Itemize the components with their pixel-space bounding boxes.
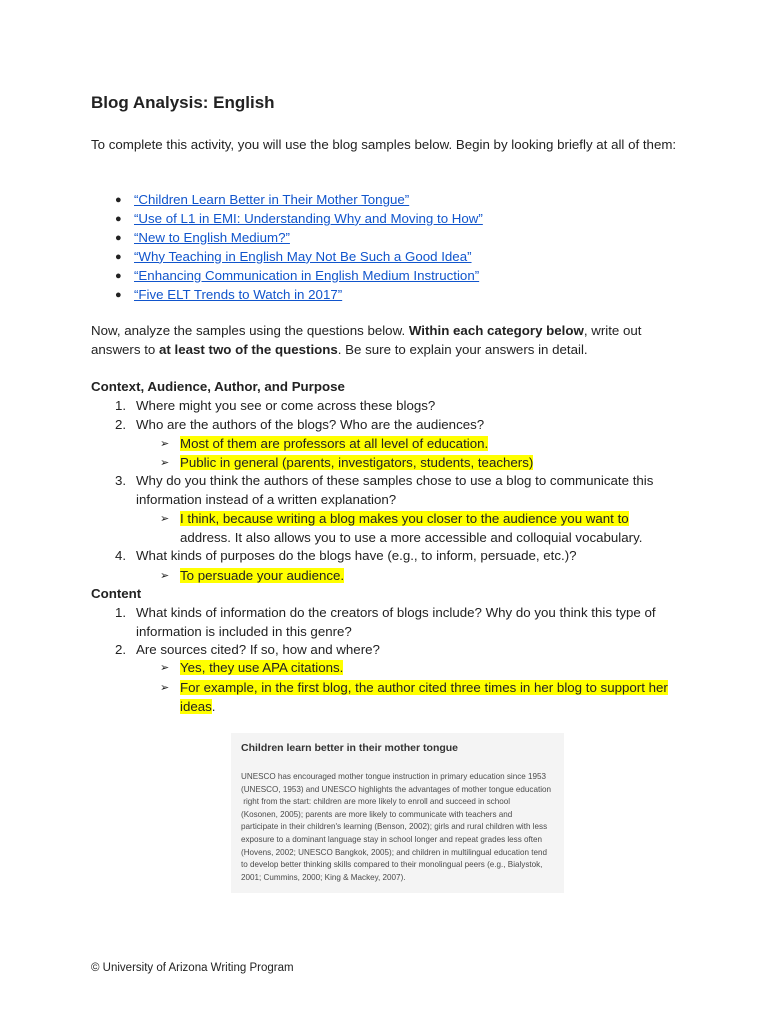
section-heading-content: Content <box>91 586 142 601</box>
question-item: 1. What kinds of information do the creators of blogs include? Why do you think this type of information is included in this genre? <box>115 605 656 639</box>
bullet-icon: ● <box>115 269 122 282</box>
question-item: 2. Are sources cited? If so, how and where? <box>115 642 380 657</box>
arrow-bullet-icon: ➢ <box>160 438 170 450</box>
answer-item: ➢ To persuade your audience. <box>160 567 680 586</box>
list-item <box>91 210 483 229</box>
excerpt-line: UNESCO has encouraged mother tongue instruction in primary education since 1953 <box>241 772 547 781</box>
question-item: 4. What kinds of purposes do the blogs have (e.g., to inform, persuade, etc.)? <box>115 548 577 563</box>
instructions-paragraph: Now, analyze the samples using the questions below. Within each category below, write out answers to at least two of the questions. Be sure to explain your answers in detail. <box>91 323 642 357</box>
excerpt-line: participate in their children's learning (Benson, 2002); girls and rural children with less <box>241 822 548 832</box>
answer-item: ➢ Yes, they use APA citations. <box>160 659 680 678</box>
question-item: 3. Why do you think the authors of these samples chose to use a blog to communicate this information instead of a written explanation? <box>115 473 654 507</box>
blog-excerpt-image <box>231 733 564 893</box>
bullet-icon: ● <box>115 250 122 263</box>
list-item <box>91 191 483 210</box>
excerpt-line: (Hovens, 2002; UNESCO Bangkok, 2005); and children in multilingual education tend <box>241 847 547 857</box>
blog-link-3[interactable]: “New to English Medium?” <box>134 229 290 245</box>
bullet-icon: ● <box>115 194 122 206</box>
answer-item: ➢ I think, because writing a blog makes you closer to the audience you want to address. It also allows you to use a more accessible and colloquial vocabulary. <box>160 511 643 545</box>
bullet-icon: ● <box>115 212 122 225</box>
excerpt-line: to develop better thinking skills compared to their monolingual peers (e.g., Bialystok, <box>241 860 543 870</box>
arrow-bullet-icon: ➢ <box>160 513 170 525</box>
list-item <box>91 229 483 248</box>
excerpt-line: 2001; Cummins, 2000; King & Mackey, 2007). <box>241 872 406 882</box>
blog-link-6[interactable]: “Five ELT Trends to Watch in 2017” <box>134 286 343 302</box>
excerpt-line: exposure to a dominant language stay in school longer and repeat grades less often <box>241 834 543 844</box>
excerpt-line: (Kosonen, 2005); parents are more likely to communicate with teachers and <box>241 809 513 819</box>
arrow-bullet-icon: ➢ <box>160 682 170 694</box>
list-item <box>91 267 483 286</box>
list-item <box>91 286 483 305</box>
intro-paragraph: To complete this activity, you will use the blog samples below. Begin by looking briefly at all of them: <box>91 137 677 152</box>
bullet-icon: ● <box>115 231 122 244</box>
answer-item: ➢ Most of them are professors at all level of education. <box>160 435 680 454</box>
excerpt-title: Children learn better in their mother tongue <box>241 742 459 754</box>
blog-link-4[interactable]: “Why Teaching in English May Not Be Such a Good Idea” <box>134 248 472 264</box>
question-item: 1. Where might you see or come across these blogs? <box>115 398 436 413</box>
blog-link-5[interactable]: “Enhancing Communication in English Medium Instruction” <box>134 267 480 283</box>
list-item <box>91 248 483 267</box>
blog-link-2[interactable]: “Use of L1 in EMI: Understanding Why and Moving to How” <box>134 210 483 226</box>
excerpt-line: (UNESCO, 1953) and UNESCO highlights the advantages of mother tongue education <box>241 784 551 794</box>
arrow-bullet-icon: ➢ <box>160 457 170 469</box>
excerpt-line: right from the start: children are more likely to enroll and succeed in school <box>241 797 511 807</box>
footer-copyright: © University of Arizona Writing Program <box>91 962 294 974</box>
answer-item: ➢ For example, in the first blog, the author cited three times in her blog to support her ideas. <box>160 680 668 714</box>
arrow-bullet-icon: ➢ <box>160 662 170 674</box>
blog-link-list <box>91 191 483 304</box>
bullet-icon: ● <box>115 288 122 301</box>
section-heading-context: Context, Audience, Author, and Purpose <box>91 379 345 394</box>
blog-link-1[interactable]: “Children Learn Better in Their Mother Tongue” <box>134 192 410 207</box>
document-title: Blog Analysis: English <box>91 93 275 112</box>
excerpt-body <box>241 771 559 884</box>
answer-item: ➢ Public in general (parents, investigators, students, teachers) <box>160 454 680 473</box>
arrow-bullet-icon: ➢ <box>160 570 170 582</box>
question-item: 2. Who are the authors of the blogs? Who are the audiences? <box>115 417 485 432</box>
